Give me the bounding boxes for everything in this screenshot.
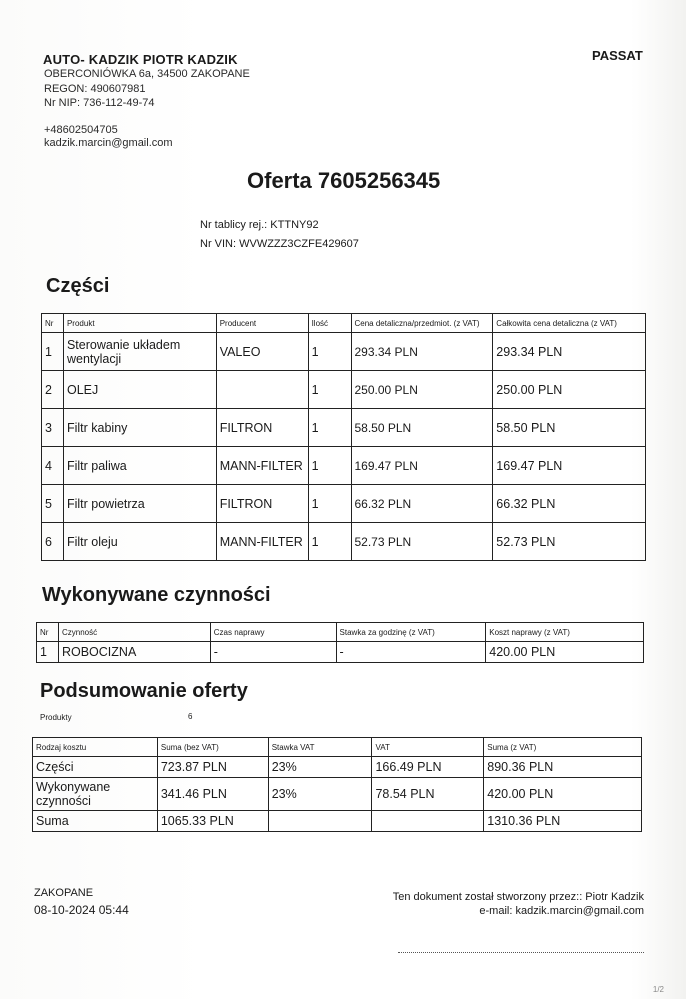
row-vat-rate (268, 811, 372, 832)
row-unit-price: 169.47 PLN (351, 447, 493, 485)
header-product: Produkt (63, 314, 216, 333)
parts-table (41, 313, 646, 561)
works-section-title: Wykonywane czynności (42, 584, 271, 606)
row-cost-type: Suma (33, 811, 158, 832)
row-quantity: 1 (308, 447, 351, 485)
row-unit-price: 52.73 PLN (351, 523, 493, 561)
offer-title: Oferta 7605256345 (247, 168, 441, 193)
table-row (42, 371, 646, 409)
row-quantity: 1 (308, 371, 351, 409)
row-producer: VALEO (216, 333, 308, 371)
row-task: ROBOCIZNA (58, 642, 210, 663)
row-product: Filtr oleju (63, 523, 216, 561)
row-cost-type: Wykonywane czynności (33, 778, 158, 811)
row-nr: 5 (42, 485, 64, 523)
header-repair-time: Czas naprawy (210, 623, 336, 642)
row-vat-rate: 23% (268, 757, 372, 778)
summary-table (32, 737, 642, 832)
footer-datetime: 08-10-2024 05:44 (34, 903, 129, 917)
company-name: AUTO- KADZIK PIOTR KADZIK (43, 52, 238, 67)
row-unit-price: 250.00 PLN (351, 371, 493, 409)
row-vat-rate: 23% (268, 778, 372, 811)
row-product: Filtr powietrza (63, 485, 216, 523)
summary-header-row (33, 738, 642, 757)
footer-city: ZAKOPANE (34, 887, 94, 899)
row-unit-price: 293.34 PLN (351, 333, 493, 371)
company-regon: REGON: 490607981 (44, 83, 146, 95)
plate-number: Nr tablicy rej.: KTTNY92 (200, 219, 319, 231)
row-repair-time: - (210, 642, 336, 663)
row-vat (372, 811, 484, 832)
header-vat-rate: Stawka VAT (268, 738, 372, 757)
row-unit-price: 58.50 PLN (351, 409, 493, 447)
row-product: Filtr paliwa (63, 447, 216, 485)
header-nr: Nr (37, 623, 59, 642)
row-total-price: 52.73 PLN (493, 523, 646, 561)
row-net-sum: 723.87 PLN (157, 757, 268, 778)
table-row (33, 778, 642, 811)
row-gross-sum: 890.36 PLN (484, 757, 642, 778)
row-net-sum: 341.46 PLN (157, 778, 268, 811)
row-quantity: 1 (308, 333, 351, 371)
vin-number: Nr VIN: WVWZZZ3CZFE429607 (200, 238, 359, 250)
header-hourly-rate: Stawka za godzinę (z VAT) (336, 623, 486, 642)
header-nr: Nr (42, 314, 64, 333)
row-nr: 2 (42, 371, 64, 409)
table-row (42, 333, 646, 371)
row-product: OLEJ (63, 371, 216, 409)
row-net-sum: 1065.33 PLN (157, 811, 268, 832)
company-email: kadzik.marcin@gmail.com (44, 137, 173, 149)
header-vat: VAT (372, 738, 484, 757)
header-net-sum: Suma (bez VAT) (157, 738, 268, 757)
company-phone: +48602504705 (44, 124, 118, 136)
row-repair-cost: 420.00 PLN (486, 642, 644, 663)
row-quantity: 1 (308, 485, 351, 523)
table-row (42, 447, 646, 485)
row-product: Sterowanie układem wentylacji (63, 333, 216, 371)
parts-header-row (42, 314, 646, 333)
row-total-price: 66.32 PLN (493, 485, 646, 523)
company-address: OBERCONIÓWKA 6a, 34500 ZAKOPANE (44, 68, 250, 80)
header-task: Czynność (58, 623, 210, 642)
header-gross-sum: Suma (z VAT) (484, 738, 642, 757)
table-row (37, 642, 644, 663)
row-nr: 6 (42, 523, 64, 561)
header-producer: Producent (216, 314, 308, 333)
summary-section-title: Podsumowanie oferty (40, 680, 248, 702)
company-nip: Nr NIP: 736-112-49-74 (44, 97, 155, 109)
table-row (42, 409, 646, 447)
header-total-price: Całkowita cena detaliczna (z VAT) (493, 314, 646, 333)
table-row (42, 523, 646, 561)
works-header-row (37, 623, 644, 642)
header-quantity: Ilość (308, 314, 351, 333)
row-nr: 3 (42, 409, 64, 447)
row-cost-type: Części (33, 757, 158, 778)
row-nr: 1 (42, 333, 64, 371)
row-gross-sum: 1310.36 PLN (484, 811, 642, 832)
row-total-price: 58.50 PLN (493, 409, 646, 447)
table-row (33, 757, 642, 778)
row-vat: 166.49 PLN (372, 757, 484, 778)
row-total-price: 293.34 PLN (493, 333, 646, 371)
row-producer: MANN-FILTER (216, 447, 308, 485)
products-label: Produkty (40, 713, 72, 722)
page-number: 1/2 (652, 985, 664, 994)
row-producer: FILTRON (216, 409, 308, 447)
table-row (42, 485, 646, 523)
row-nr: 1 (37, 642, 59, 663)
row-vat: 78.54 PLN (372, 778, 484, 811)
car-model: PASSAT (592, 48, 643, 63)
row-quantity: 1 (308, 523, 351, 561)
parts-section-title: Części (46, 275, 110, 297)
row-total-price: 250.00 PLN (493, 371, 646, 409)
row-producer (216, 371, 308, 409)
footer-email: e-mail: kadzik.marcin@gmail.com (479, 905, 644, 917)
header-cost-type: Rodzaj kosztu (33, 738, 158, 757)
row-nr: 4 (42, 447, 64, 485)
table-row (33, 811, 642, 832)
row-product: Filtr kabiny (63, 409, 216, 447)
works-table (36, 622, 644, 663)
row-producer: MANN-FILTER (216, 523, 308, 561)
signature-line (398, 952, 644, 953)
row-unit-price: 66.32 PLN (351, 485, 493, 523)
footer-created-by: Ten dokument został stworzony przez:: Piotr Kadzik (392, 891, 644, 903)
row-total-price: 169.47 PLN (493, 447, 646, 485)
row-gross-sum: 420.00 PLN (484, 778, 642, 811)
header-repair-cost: Koszt naprawy (z VAT) (486, 623, 644, 642)
products-count: 6 (188, 712, 193, 721)
header-unit-price: Cena detaliczna/przedmiot. (z VAT) (351, 314, 493, 333)
row-quantity: 1 (308, 409, 351, 447)
row-producer: FILTRON (216, 485, 308, 523)
row-hourly-rate: - (336, 642, 486, 663)
